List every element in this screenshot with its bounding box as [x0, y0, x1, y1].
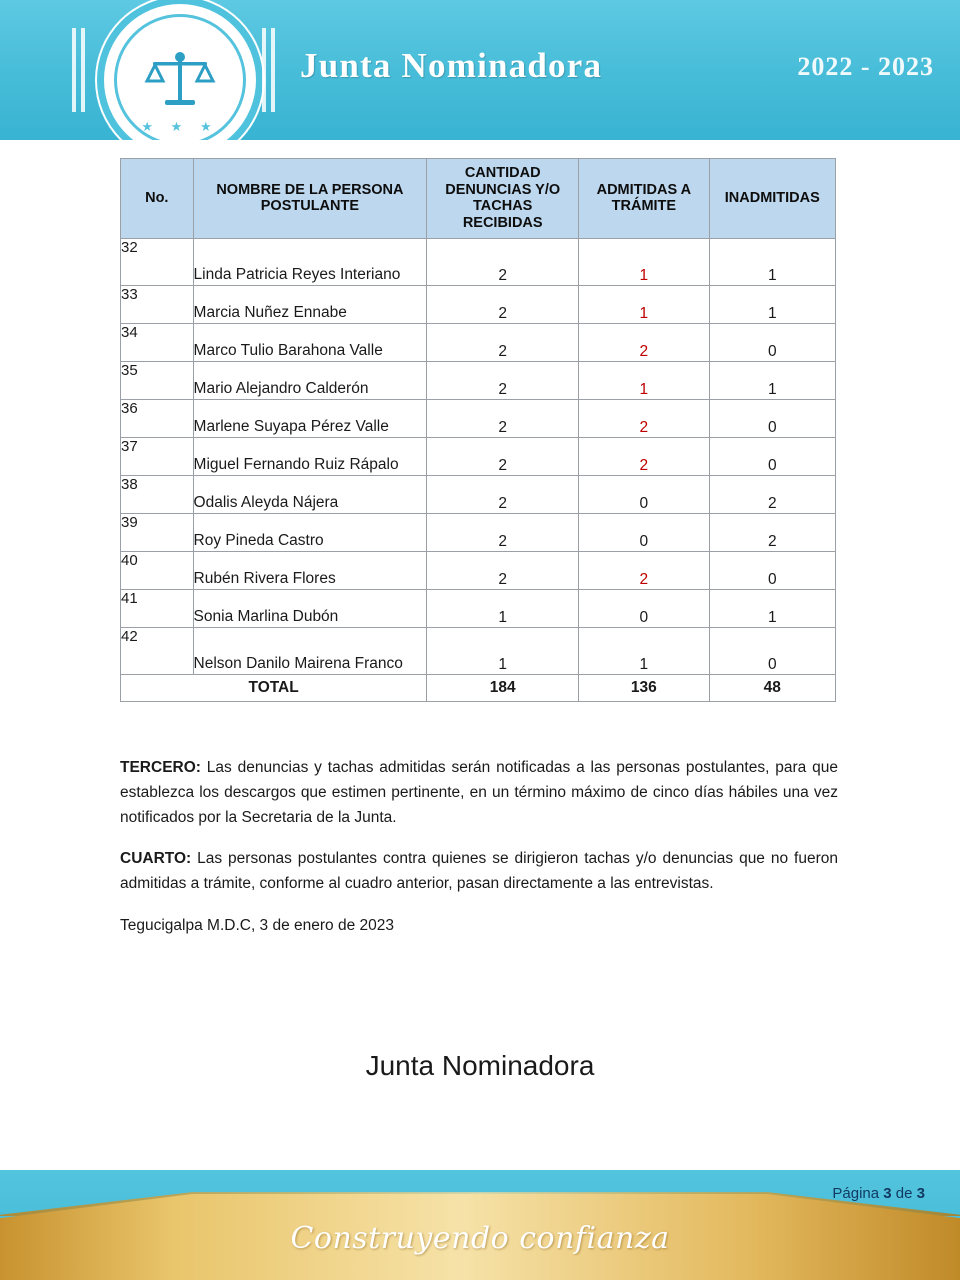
cell-no: 36 [121, 399, 194, 437]
th-cantidad: CANTIDAD DENUNCIAS Y/O TACHAS RECIBIDAS [427, 159, 579, 239]
table-row [121, 551, 836, 589]
cell-name: Marco Tulio Barahona Valle [193, 323, 427, 361]
cell-no: 42 [121, 627, 194, 674]
total-label: TOTAL [121, 674, 427, 701]
th-admitidas: ADMITIDAS A TRÁMITE [579, 159, 709, 239]
cell-no: 38 [121, 475, 194, 513]
header-left-bars-decoration [72, 28, 86, 112]
table-total-row [121, 674, 836, 701]
cell-admitidas: 0 [579, 475, 709, 513]
cell-cantidad: 2 [427, 285, 579, 323]
table-row [121, 475, 836, 513]
cell-inadmitidas: 1 [709, 589, 835, 627]
header-years: 2022 - 2023 [797, 52, 934, 81]
th-no: No. [121, 159, 194, 239]
page-header [0, 0, 960, 140]
cell-cantidad: 2 [427, 513, 579, 551]
page-total: 3 [916, 1185, 925, 1202]
cell-name: Marcia Nuñez Ennabe [193, 285, 427, 323]
cell-name: Rubén Rivera Flores [193, 551, 427, 589]
cell-inadmitidas: 2 [709, 513, 835, 551]
cell-admitidas: 2 [579, 399, 709, 437]
cell-inadmitidas: 0 [709, 323, 835, 361]
paragraph-tercero [120, 755, 838, 830]
paragraph-tercero-text: Las denuncias y tachas admitidas serán notificadas a las personas postulantes, para que establezca los descargos que estimen pertinente, en un término máximo de cinco días hábiles una vez notificados por la Secretaria de la Junta. [120, 759, 838, 827]
denuncias-table [120, 158, 836, 702]
paragraph-cuarto-text: Las personas postulantes contra quienes se dirigieron tachas y/o denuncias que no fueron admitidas a trámite, conforme al cuadro anterior, pasan directamente a las entrevistas. [120, 850, 838, 893]
cell-cantidad: 2 [427, 323, 579, 361]
cell-no: 35 [121, 361, 194, 399]
cell-no: 39 [121, 513, 194, 551]
cell-name: Miguel Fernando Ruiz Rápalo [193, 437, 427, 475]
cell-admitidas: 2 [579, 551, 709, 589]
cell-name: Odalis Aleyda Nájera [193, 475, 427, 513]
total-cantidad: 184 [427, 674, 579, 701]
table-header [121, 159, 836, 239]
paragraph-cuarto-label: CUARTO: [120, 850, 192, 868]
cell-no: 34 [121, 323, 194, 361]
cell-name: Linda Patricia Reyes Interiano [193, 238, 427, 285]
seal-stars: ★ ★ ★ [141, 119, 219, 134]
cell-inadmitidas: 0 [709, 627, 835, 674]
cell-cantidad: 2 [427, 437, 579, 475]
cell-cantidad: 2 [427, 238, 579, 285]
cell-admitidas: 1 [579, 285, 709, 323]
cell-inadmitidas: 0 [709, 399, 835, 437]
cell-inadmitidas: 0 [709, 551, 835, 589]
cell-cantidad: 2 [427, 399, 579, 437]
cell-no: 33 [121, 285, 194, 323]
cell-no: 37 [121, 437, 194, 475]
paragraph-place-date: Tegucigalpa M.D.C, 3 de enero de 2023 [120, 916, 395, 934]
cell-name: Marlene Suyapa Pérez Valle [193, 399, 427, 437]
cell-admitidas: 1 [579, 627, 709, 674]
page-current: 3 [883, 1185, 892, 1202]
cell-inadmitidas: 1 [709, 238, 835, 285]
cell-admitidas: 1 [579, 238, 709, 285]
seal-inner-ring [114, 14, 246, 140]
cell-cantidad: 1 [427, 627, 579, 674]
table-row [121, 323, 836, 361]
cell-no: 40 [121, 551, 194, 589]
table-row [121, 589, 836, 627]
scales-of-justice-icon [143, 50, 217, 112]
cell-name: Nelson Danilo Mairena Franco [193, 627, 427, 674]
cell-name: Roy Pineda Castro [193, 513, 427, 551]
document-paragraphs [120, 755, 838, 954]
page-footer [0, 1170, 960, 1280]
cell-admitidas: 0 [579, 513, 709, 551]
th-inadmitidas: INADMITIDAS [709, 159, 835, 239]
page-prefix: Página [832, 1185, 884, 1202]
page-title: Junta Nominadora [300, 46, 603, 85]
cell-cantidad: 2 [427, 475, 579, 513]
cell-cantidad: 2 [427, 551, 579, 589]
table-row [121, 437, 836, 475]
cell-name: Mario Alejandro Calderón [193, 361, 427, 399]
total-admitidas: 136 [579, 674, 709, 701]
cell-no: 32 [121, 238, 194, 285]
cell-cantidad: 2 [427, 361, 579, 399]
table-body [121, 238, 836, 701]
cell-inadmitidas: 1 [709, 285, 835, 323]
table-row [121, 285, 836, 323]
cell-inadmitidas: 0 [709, 437, 835, 475]
table-header-row [121, 159, 836, 239]
cell-admitidas: 2 [579, 437, 709, 475]
cell-admitidas: 2 [579, 323, 709, 361]
cell-no: 41 [121, 589, 194, 627]
table-row [121, 238, 836, 285]
table-row [121, 361, 836, 399]
page-number-indicator [832, 1185, 925, 1202]
cell-name: Sonia Marlina Dubón [193, 589, 427, 627]
th-nombre: NOMBRE DE LA PERSONA POSTULANTE [193, 159, 427, 239]
signature-line: Junta Nominadora [365, 1050, 595, 1081]
table-row [121, 513, 836, 551]
table-row [121, 627, 836, 674]
total-inadmitidas: 48 [709, 674, 835, 701]
cell-inadmitidas: 2 [709, 475, 835, 513]
paragraph-cuarto [120, 846, 838, 896]
cell-admitidas: 0 [579, 589, 709, 627]
cell-inadmitidas: 1 [709, 361, 835, 399]
footer-slogan: Construyendo confianza [290, 1221, 670, 1256]
paragraph-tercero-label: TERCERO: [120, 759, 201, 776]
cell-cantidad: 1 [427, 589, 579, 627]
table-row [121, 399, 836, 437]
cell-admitidas: 1 [579, 361, 709, 399]
header-right-bars-decoration [262, 28, 276, 112]
page-middle: de [891, 1185, 917, 1202]
